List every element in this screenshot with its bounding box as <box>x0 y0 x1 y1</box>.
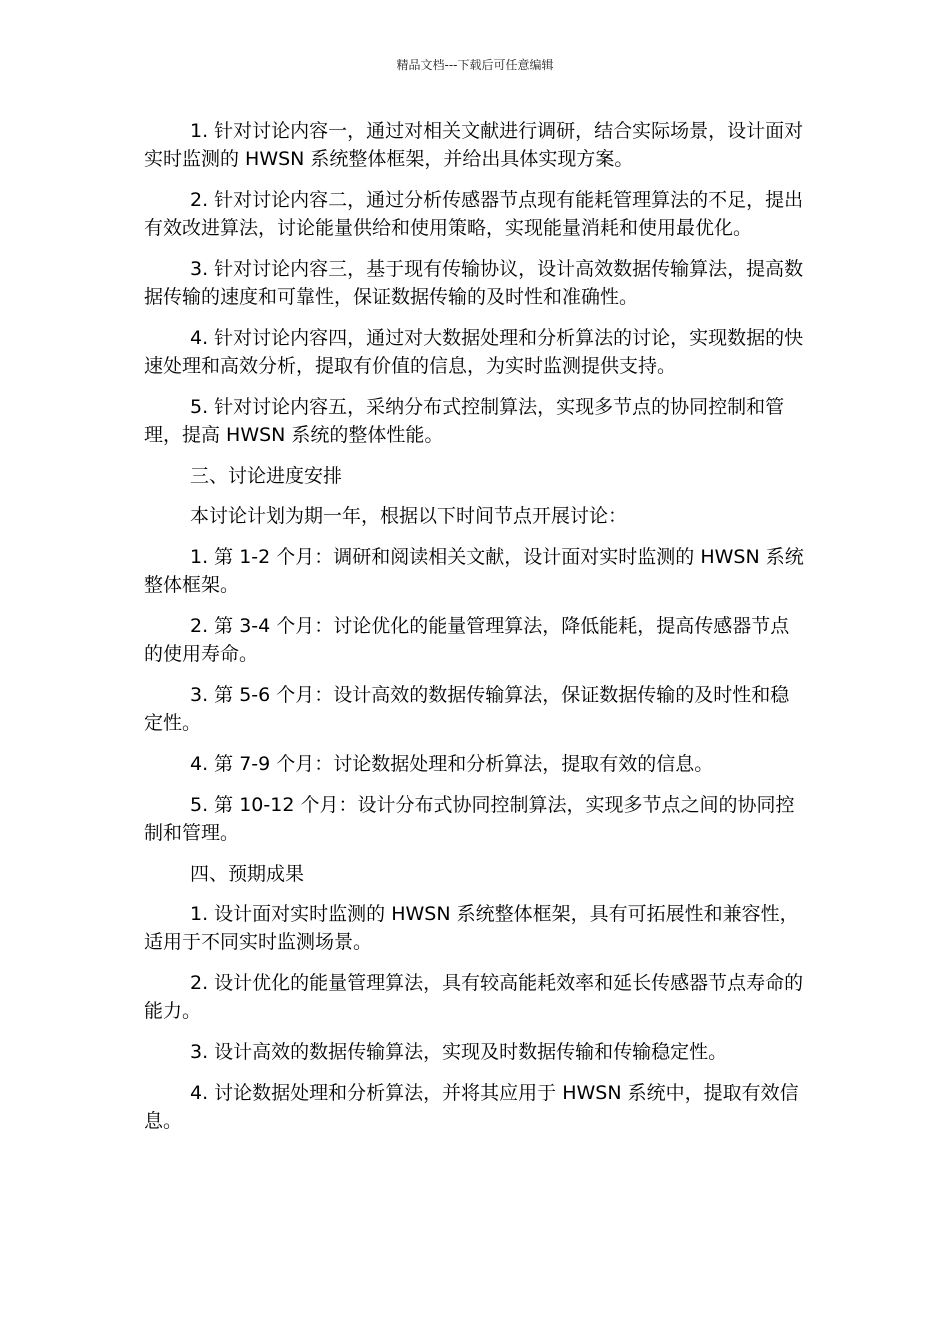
paragraph-schedule-1: 1. 第 1-2 个月：调研和阅读相关文献，设计面对实时监测的 HWSN 系统整体框架。 <box>144 546 804 596</box>
page-header: 精品文档---下载后可任意编辑 <box>396 58 554 72</box>
paragraph-task-5: 5. 针对讨论内容五，采纳分布式控制算法，实现多节点的协同控制和管理，提高 HWSN 系统的整体性能。 <box>144 396 785 446</box>
paragraph-task-4: 4. 针对讨论内容四，通过对大数据处理和分析算法的讨论，实现数据的快速处理和高效分析，提取有价值的信息，为实时监测提供支持。 <box>144 327 804 377</box>
paragraph-outcome-1: 1. 设计面对实时监测的 HWSN 系统整体框架，具有可拓展性和兼容性，适用于不同实时监测场景。 <box>144 903 799 953</box>
section-heading-schedule: 三、讨论进度安排 <box>190 465 343 487</box>
section-heading-outcomes: 四、预期成果 <box>190 863 305 885</box>
paragraph-task-1: 1. 针对讨论内容一，通过对相关文献进行调研，结合实际场景，设计面对实时监测的 HWSN 系统整体框架，并给出具体实现方案。 <box>144 120 804 170</box>
document-body <box>144 117 808 1148</box>
paragraph-outcome-3: 3. 设计高效的数据传输算法，实现及时数据传输和传输稳定性。 <box>190 1041 728 1063</box>
paragraph-schedule-2: 2. 第 3-4 个月：讨论优化的能量管理算法，降低能耗，提高传感器节点的使用寿命。 <box>144 615 790 665</box>
paragraph-task-3: 3. 针对讨论内容三，基于现有传输协议，设计高效数据传输算法，提高数据传输的速度和可靠性，保证数据传输的及时性和准确性。 <box>144 258 804 308</box>
paragraph-schedule-4: 4. 第 7-9 个月：讨论数据处理和分析算法，提取有效的信息。 <box>190 753 714 775</box>
paragraph-schedule-intro: 本讨论计划为期一年，根据以下时间节点开展讨论： <box>190 505 628 527</box>
paragraph-schedule-5: 5. 第 10-12 个月：设计分布式协同控制算法，实现多节点之间的协同控制和管理。 <box>144 794 795 844</box>
paragraph-task-2: 2. 针对讨论内容二，通过分析传感器节点现有能耗管理算法的不足，提出有效改进算法，讨论能量供给和使用策略，实现能量消耗和使用最优化。 <box>144 189 804 239</box>
paragraph-outcome-4: 4. 讨论数据处理和分析算法，并将其应用于 HWSN 系统中，提取有效信息。 <box>144 1082 799 1132</box>
paragraph-outcome-2: 2. 设计优化的能量管理算法，具有较高能耗效率和延长传感器节点寿命的能力。 <box>144 972 804 1022</box>
paragraph-schedule-3: 3. 第 5-6 个月：设计高效的数据传输算法，保证数据传输的及时性和稳定性。 <box>144 684 790 734</box>
